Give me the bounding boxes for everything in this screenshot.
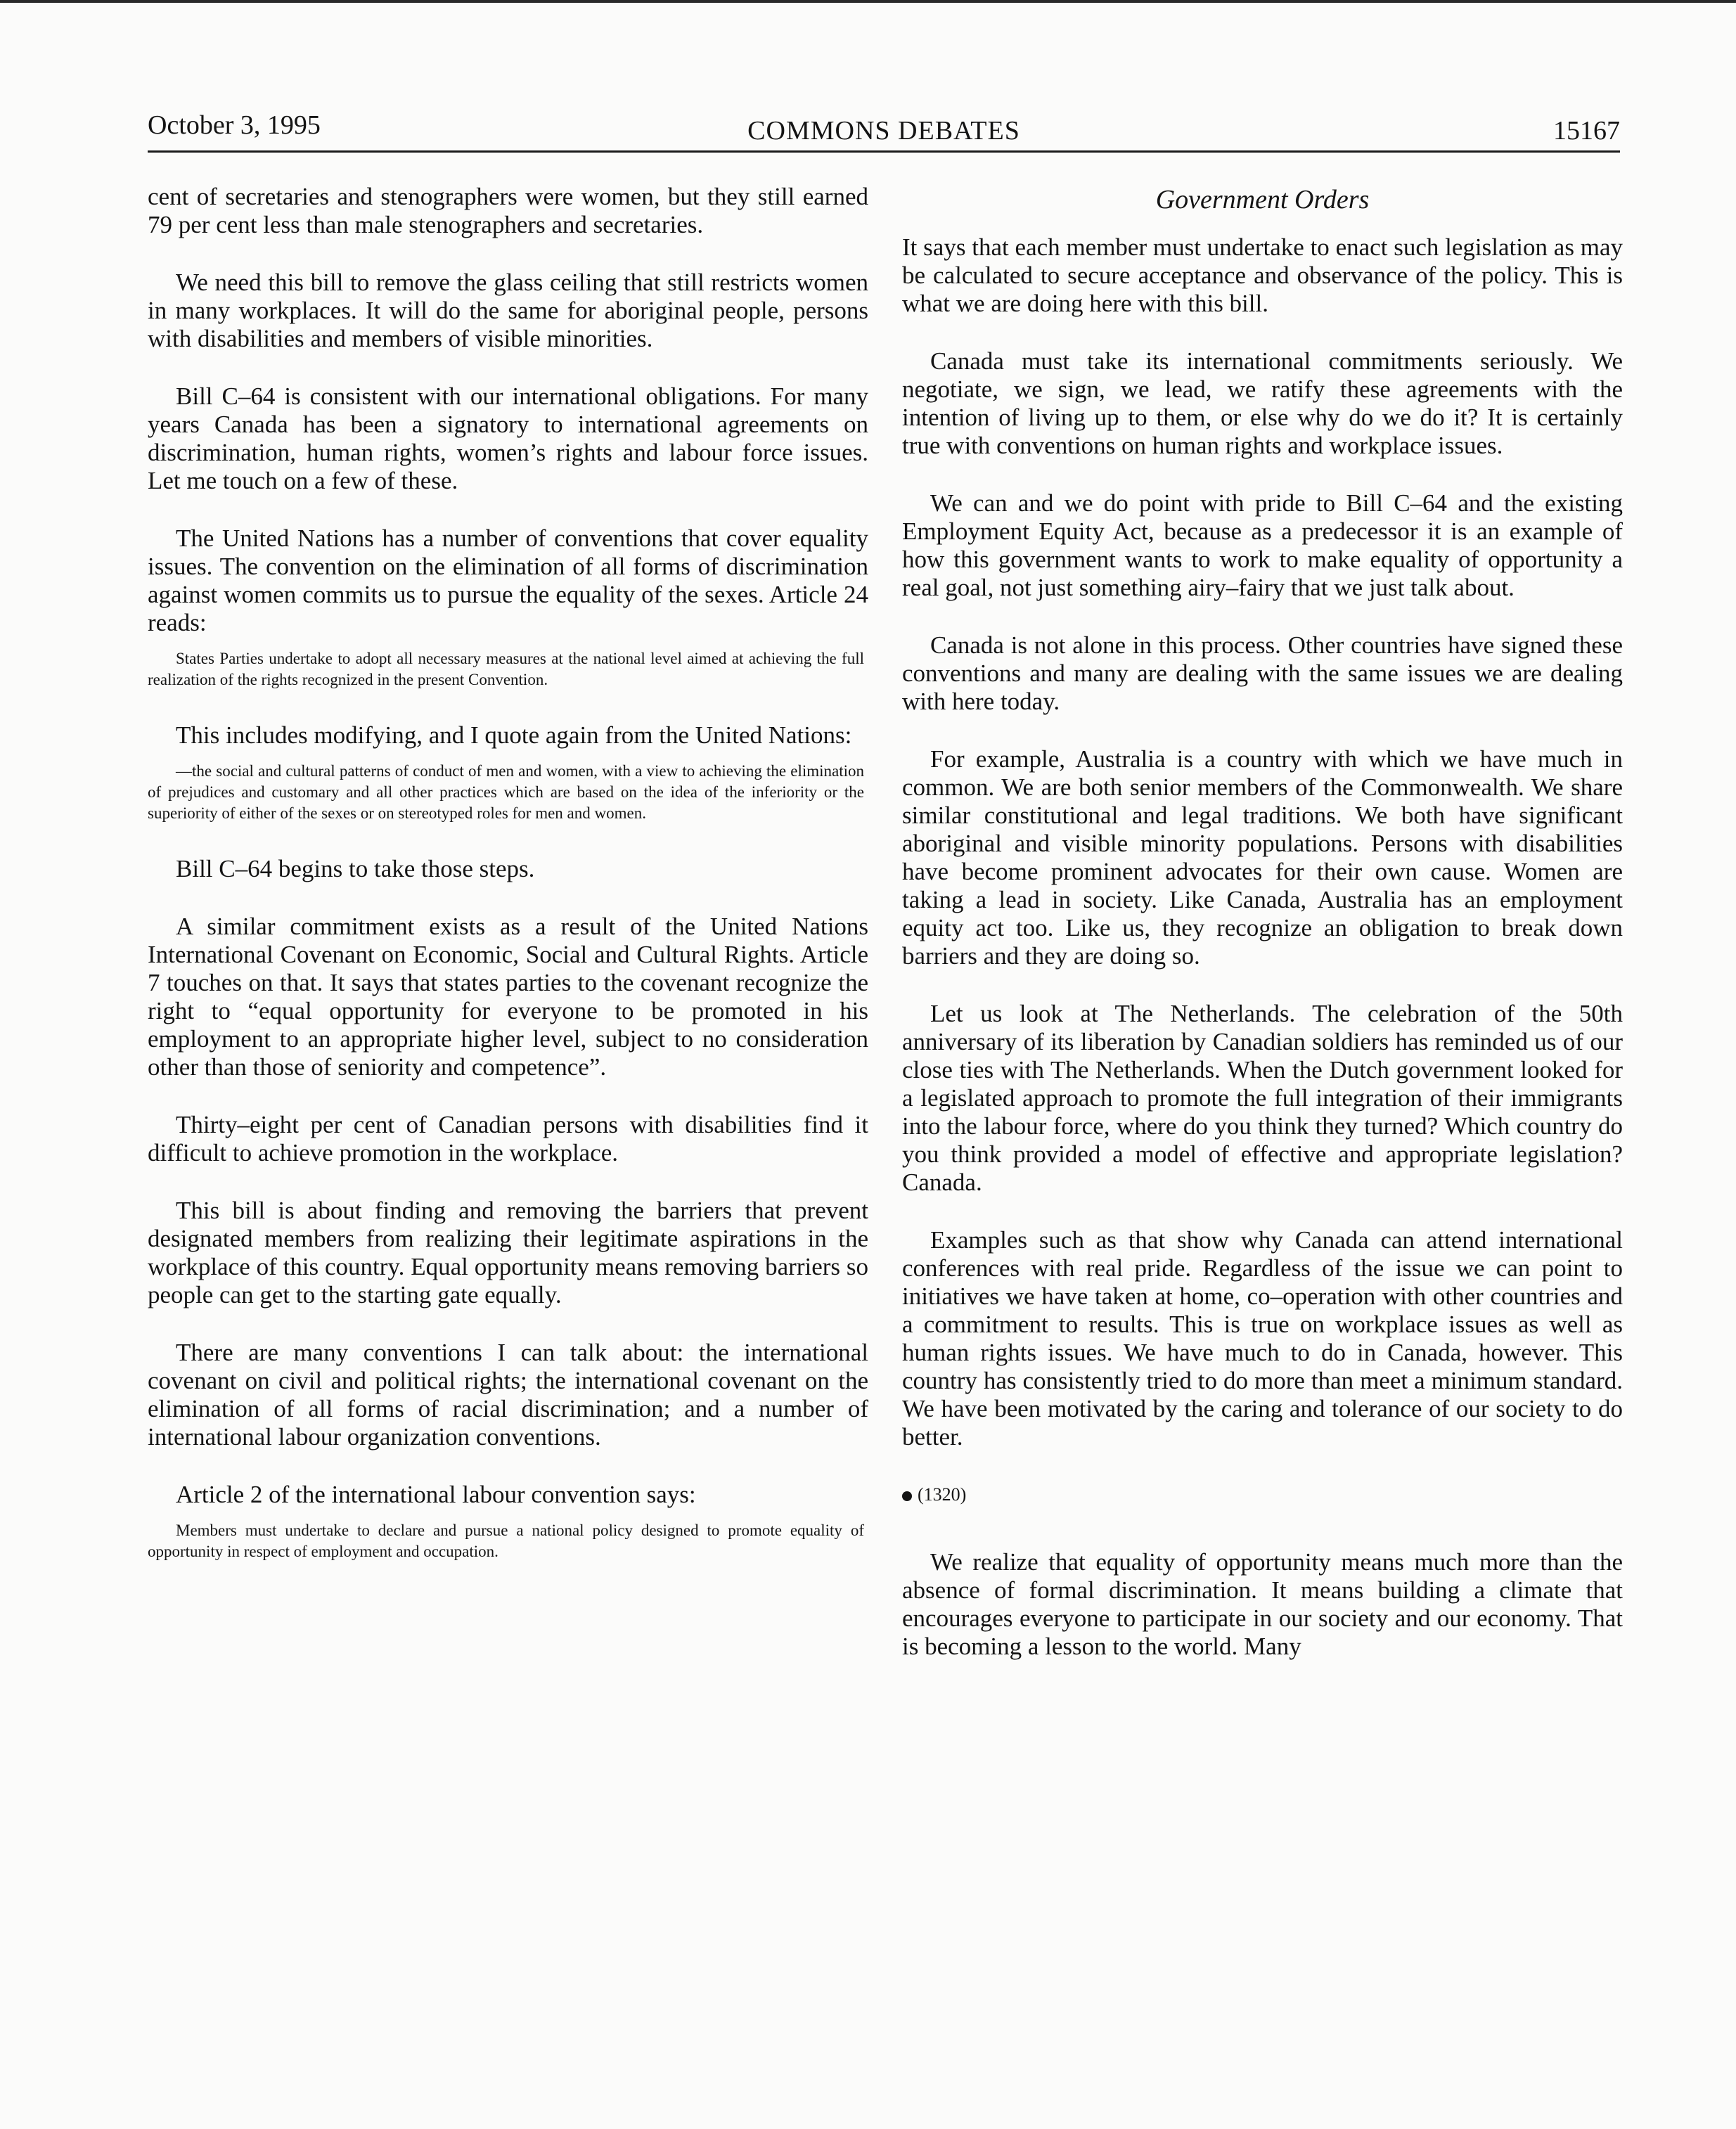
header-date: October 3, 1995 xyxy=(148,110,321,140)
paragraph: Article 2 of the international labour convention says: xyxy=(176,1481,696,1508)
paragraph: We can and we do point with pride to Bill C–64 and the existing Employment Equity Act, because as a predecessor it is an example of how this government wants to work to make equality of opportunity a real goal, not just something airy–fairy that we just talk about. xyxy=(902,489,1623,601)
paragraph: For example, Australia is a country with which we have much in common. We are both senior members of the Commonwealth. We share similar constitutional and legal traditions. We both have significant aboriginal and visible minority populations. Persons with disabilities have become prominent advocates for their own cause. Women are taking a lead in society. Like Canada, Australia has an employment equity act too. Like us, they recognize an obligation to break down barriers and they are doing so. xyxy=(902,745,1623,970)
header-page-number: 15167 xyxy=(1553,116,1620,146)
paragraph: This bill is about finding and removing the barriers that prevent designated members from realizing their legitimate aspirations in the workplace of this country. Equal opportunity means removing barriers so people can get to the starting gate equally. xyxy=(148,1197,868,1308)
header-rule xyxy=(148,150,1620,153)
section-heading: Government Orders xyxy=(1155,185,1370,214)
paragraph: There are many conventions I can talk about: the international covenant on civil and political rights; the international covenant on the elimination of all forms of racial discrimination; and a number of international labour organization conventions. xyxy=(148,1339,868,1451)
block-quote: Members must undertake to declare and pursue a national policy designed to promote equality of opportunity in respect of employment and occupation. xyxy=(148,1522,864,1560)
paragraph: A similar commitment exists as a result of the United Nations International Covenant on Economic, Social and Cultural Rights. Article 7 touches on that. It says that states parties to the covenant recognize the right to “equal opportunity for everyone to be promoted in his employment to an appropriate higher level, subject to no consideration other than those of seniority and competence”. xyxy=(148,913,868,1081)
block-quote: —the social and cultural patterns of conduct of men and women, with a view to achieving the elimination of prejudices and customary and all other practices which are based on the idea of the inferiority or the superiority of either of the sexes or on stereotyped roles for men and women. xyxy=(148,762,864,822)
paragraph: We need this bill to remove the glass ceiling that still restricts women in many workplaces. It will do the same for aboriginal people, persons with disabilities and members of visible minorities. xyxy=(148,269,868,352)
time-marker xyxy=(902,1481,1623,1509)
time-marker-label: (1320) xyxy=(918,1484,967,1505)
page-header xyxy=(148,104,1620,153)
paragraph: We realize that equality of opportunity means much more than the absence of formal discrimination. It means building a climate that encourages everyone to participate in our society and our economy. That is becoming a lesson to the world. Many xyxy=(902,1548,1623,1660)
header-title: COMMONS DEBATES xyxy=(747,116,1020,146)
paragraph: Canada is not alone in this process. Other countries have signed these conventions and many are dealing with the same issues we are dealing with here today. xyxy=(902,631,1623,715)
paragraph: Bill C–64 is consistent with our international obligations. For many years Canada has been a signatory to international agreements on discrimination, human rights, women’s rights and labour force issues. Let me touch on a few of these. xyxy=(148,382,868,494)
paragraph: The United Nations has a number of conventions that cover equality issues. The convention on the elimination of all forms of discrimination against women commits us to pursue the equality of the sexes. Article 24 reads: xyxy=(148,525,868,636)
paragraph: Examples such as that show why Canada can attend international conferences with real pride. Regardless of the issue we can point to initiatives we have taken at home, co–operation with other countries and a commitment to results. This is true on workplace issues as well as human rights issues. We have much to do in Canada, however. This country has consistently tried to do more than meet a minimum standard. We have been motivated by the caring and tolerance of our society to do better. xyxy=(902,1226,1623,1451)
paragraph: cent of secretaries and stenographers were women, but they still earned 79 per cent less than male stenographers and secretaries. xyxy=(148,183,868,238)
scan-edge-line xyxy=(0,0,1736,3)
paragraph: Let us look at The Netherlands. The celebration of the 50th anniversary of its liberation by Canadian soldiers has reminded us of our close ties with The Netherlands. When the Dutch government looked for a legislated approach to promote the full integration of their immigrants into the labour force, where do you think they turned? Which country do you think provided a model of effective and appropriate legislation? Canada. xyxy=(902,1000,1623,1196)
block-quote: States Parties undertake to adopt all necessary measures at the national level aimed at achieving the full realization of the rights recognized in the present Convention. xyxy=(148,650,864,688)
paragraph: This includes modifying, and I quote again from the United Nations: xyxy=(176,721,852,749)
right-column xyxy=(902,183,1623,1690)
paragraph: Canada must take its international commitments seriously. We negotiate, we sign, we lead, we ratify these agreements with the intention of living up to them, or else why do we do it? It is certainly true with conventions on human rights and workplace issues. xyxy=(902,347,1623,459)
paragraph: It says that each member must undertake to enact such legislation as may be calculated to secure acceptance and observance of the policy. This is what we are doing here with this bill. xyxy=(902,233,1623,317)
paragraph: Bill C–64 begins to take those steps. xyxy=(176,855,535,882)
paragraph: Thirty–eight per cent of Canadian persons with disabilities find it difficult to achieve promotion in the workplace. xyxy=(148,1111,868,1166)
left-column xyxy=(148,183,868,1593)
bullet-icon xyxy=(902,1491,912,1501)
